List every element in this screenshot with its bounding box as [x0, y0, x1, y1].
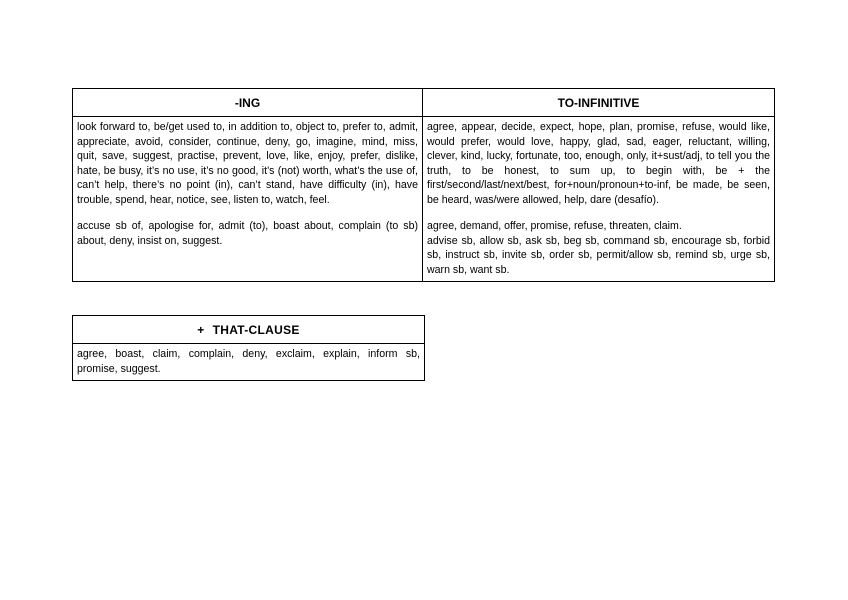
- plus-sign: +: [197, 322, 205, 337]
- ing-verbs-paragraph: look forward to, be/get used to, in addition to, object to, prefer to, admit, appreciate, avoid, consider, continue, deny, go, imagine, mind, miss, quit, save, suggest, practise, prevent, love, like, enjoy, prefer, dislike, hate, be busy, it’s no use, it’s no good, it’s (not) worth, what’s the use of, can’t help, there’s no point (in), can’t stand, have difficulty (in), have trouble, spend, hear, notice, see, listen to, watch, feel.: [77, 121, 418, 206]
- to-infinitive-column-header: TO-INFINITIVE: [423, 89, 775, 117]
- table-header-row: [73, 89, 775, 117]
- ing-cell: [73, 117, 423, 282]
- ing-column-header: -ING: [73, 89, 423, 117]
- table-row: [73, 344, 425, 381]
- to-infinitive-cell: [423, 117, 775, 282]
- table-header-row: [73, 316, 425, 344]
- table-row: [73, 117, 775, 282]
- that-clause-table: [72, 315, 425, 381]
- that-clause-verbs-paragraph: agree, boast, claim, complain, deny, exclaim, explain, inform sb, promise, suggest.: [77, 348, 420, 375]
- that-clause-header: [73, 316, 425, 344]
- that-clause-header-label: THAT-CLAUSE: [212, 322, 300, 337]
- that-clause-cell: [73, 344, 425, 381]
- verb-patterns-table: [72, 88, 775, 282]
- to-infinitive-verbs-paragraph: agree, appear, decide, expect, hope, plan, promise, refuse, would like, would prefer, would love, happy, glad, sad, eager, reluctant, willing, clever, kind, lucky, fortunate, too, enough, only, it+sust/adj, to tell you the truth, to be honest, to sum up, to begin with, be + the first/second/last/next/best, for+noun/pronoun+to-inf, be made, be seen, be heard, was/were allowed, help, dare (desafío).: [427, 121, 770, 206]
- to-infinitive-object-verbs-paragraph: agree, demand, offer, promise, refuse, threaten, claim. advise sb, allow sb, ask sb, beg sb, command sb, encourage sb, forbid sb, instruct sb, invite sb, order sb, permit/allow sb, remind sb, urge sb, warn sb, want sb.: [427, 220, 770, 276]
- ing-preposition-verbs-paragraph: accuse sb of, apologise for, admit (to), boast about, complain (to sb) about, deny, insist on, suggest.: [77, 220, 418, 247]
